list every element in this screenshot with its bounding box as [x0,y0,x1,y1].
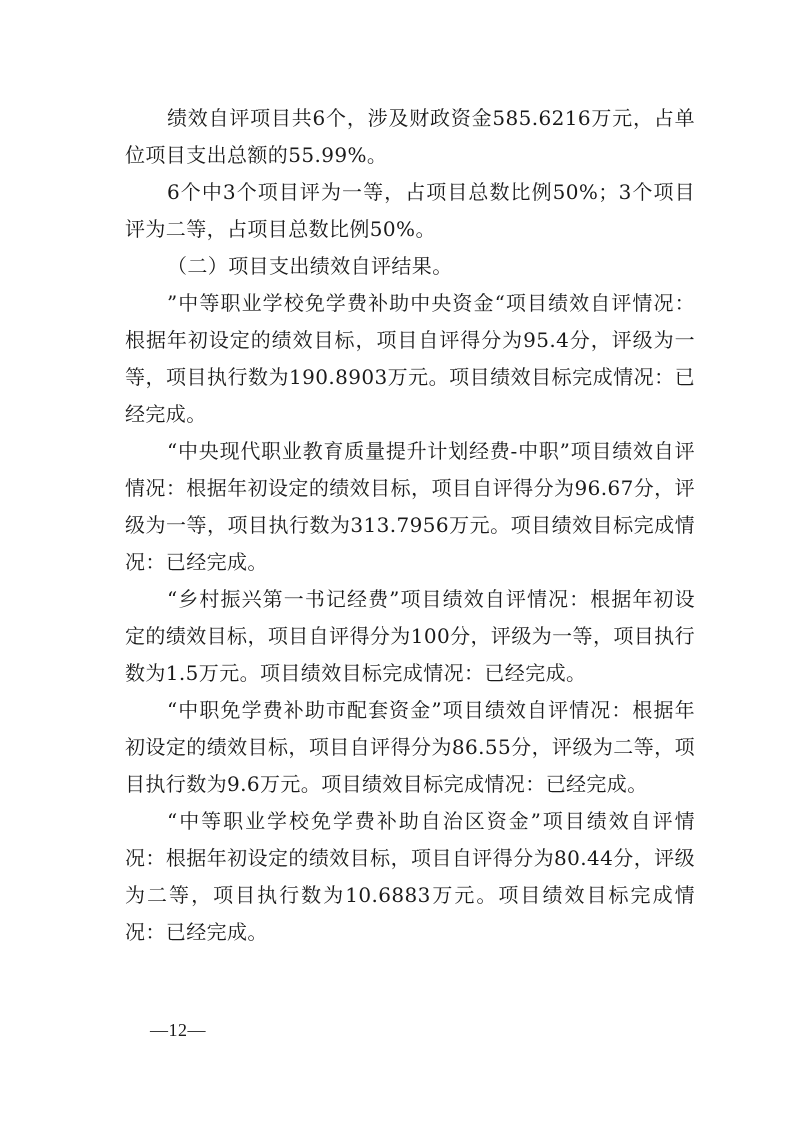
paragraph-summary-count: 绩效自评项目共6个，涉及财政资金585.6216万元，占单位项目支出总额的55.99%。 [125,106,695,167]
paragraph-project-4: “中职免学费补助市配套资金”项目绩效自评情况：根据年初设定的绩效目标，项目自评得分为86.55分，评级为二等，项目执行数为9.6万元。项目绩效目标完成情况：已经完成。 [125,698,695,796]
page-number: —12— [150,1020,206,1040]
paragraph-project-5: “中等职业学校免学费补助自治区资金”项目绩效自评情况：根据年初设定的绩效目标，项目自评得分为80.44分，评级为二等，项目执行数为10.6883万元。项目绩效目标完成情况：已经完成。 [125,809,695,944]
body-text [125,100,695,951]
paragraph-rating-ratio: 6个中3个项目评为一等，占项目总数比例50%；3个项目评为二等，占项目总数比例50%。 [125,180,695,241]
paragraph-project-1: ”中等职业学校免学费补助中央资金“项目绩效自评情况：根据年初设定的绩效目标，项目自评得分为95.4分，评级为一等，项目执行数为190.8903万元。项目绩效目标完成情况：已经完成。 [125,291,695,426]
paragraph-project-2: “中央现代职业教育质量提升计划经费-中职”项目绩效自评情况：根据年初设定的绩效目标，项目自评得分为96.67分，评级为一等，项目执行数为313.7956万元。项目绩效目标完成情况：已经完成。 [125,439,695,574]
section-heading: （二）项目支出绩效自评结果。 [167,254,453,278]
paragraph-project-3: “乡村振兴第一书记经费”项目绩效自评情况：根据年初设定的绩效目标，项目自评得分为100分，评级为一等，项目执行数为1.5万元。项目绩效目标完成情况：已经完成。 [125,587,695,685]
